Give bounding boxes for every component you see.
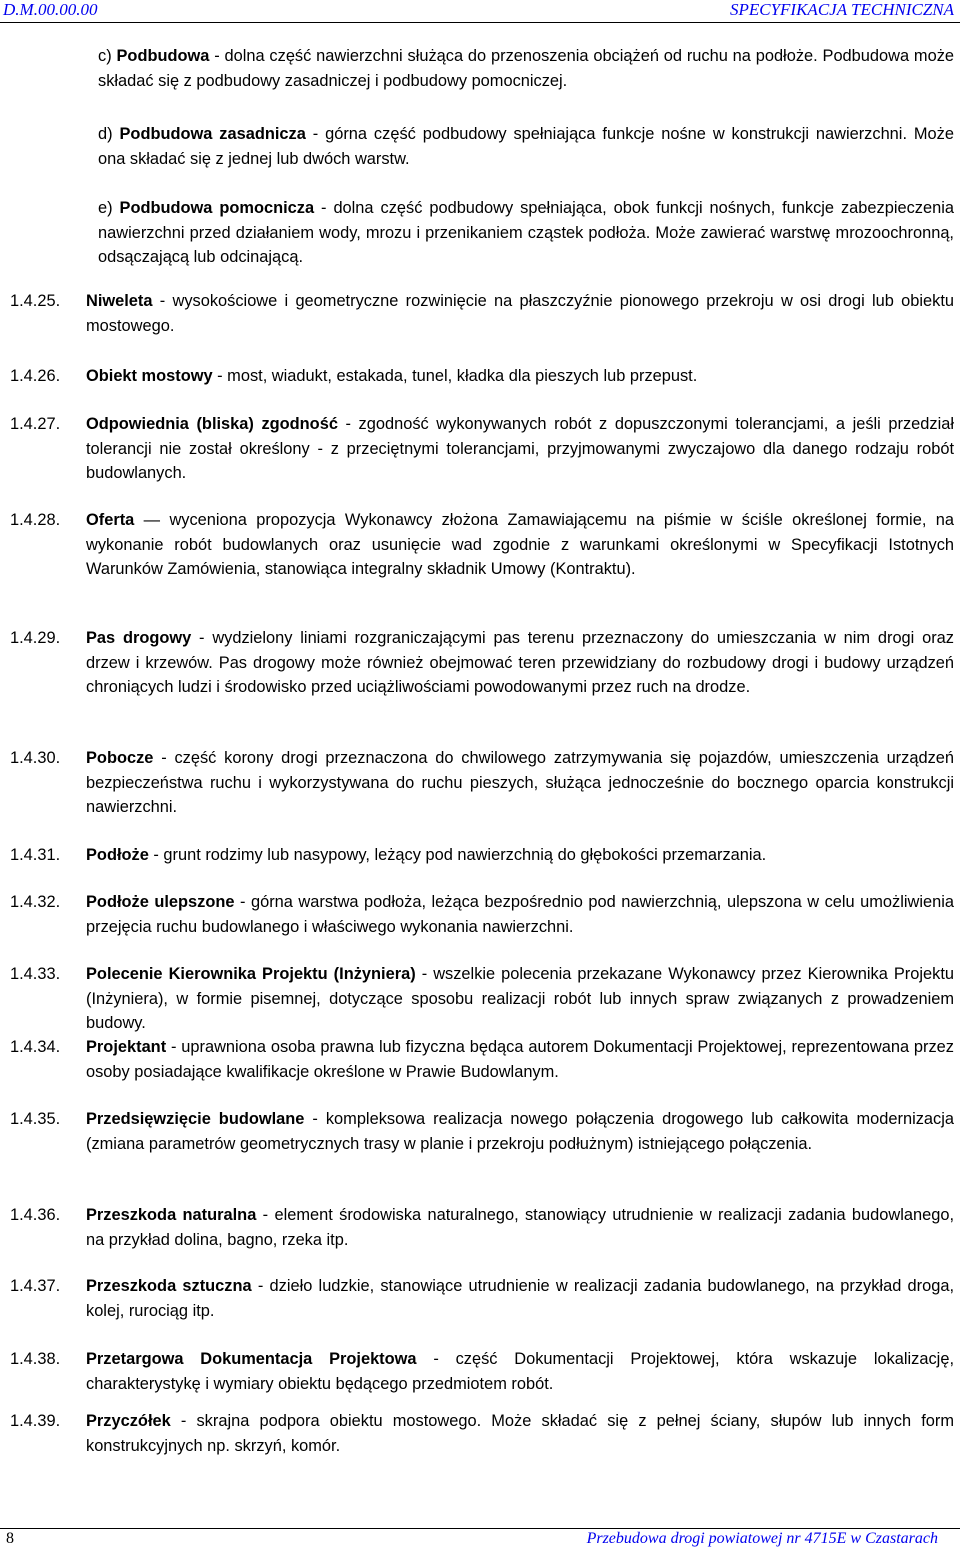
term: Pas drogowy [86,629,192,647]
header-code: D.M.00.00.00 [3,0,98,19]
term: Przyczółek [86,1412,171,1430]
term: Projektant [86,1038,167,1056]
term: Obiekt mostowy [86,367,213,385]
term: Niweleta [86,292,153,310]
definition-number: 1.4.31. [10,846,61,864]
definition-number: 1.4.39. [10,1412,61,1430]
term: Odpowiednia (bliska) zgodność [86,415,338,433]
definition-number: 1.4.38. [10,1350,61,1368]
header-title: SPECYFIKACJA TECHNICZNA [729,0,954,19]
definition-number: 1.4.26. [10,367,61,385]
term: Przedsięwzięcie budowlane [86,1110,305,1128]
letter-item-c: c) Podbudowa - dolna część nawierzchni służąca do przenoszenia obciążeń od ruchu na podłoże. Podbudowa może składać się z podbudowy zasadniczej i podbudowy pomocniczej. [98,47,955,90]
definition-number: 1.4.35. [10,1110,61,1128]
definition-number: 1.4.34. [10,1038,61,1056]
footer-project-title: Przebudowa drogi powiatowej nr 4715E w Czastarach [586,1530,938,1547]
term: Podbudowa zasadnicza [119,125,306,143]
term: Podbudowa pomocnicza [119,199,315,217]
definition-number: 1.4.27. [10,415,61,433]
letter-item-d: d) Podbudowa zasadnicza - górna część podbudowy spełniająca funkcje nośne w konstrukcji nawierzchni. Może ona składać się z jednej lub dwóch warstw. [98,125,954,168]
term: Polecenie Kierownika Projektu (Inżyniera) [86,965,416,983]
term: Podłoże ulepszone [86,893,235,911]
footer-divider [0,1528,960,1529]
definition-number: 1.4.33. [10,965,61,983]
term: Podłoże [86,846,149,864]
term: Przetargowa Dokumentacja Projektowa [86,1350,417,1368]
definition-number: 1.4.37. [10,1277,61,1295]
term: Przeszkoda sztuczna [86,1277,252,1295]
definition-number: 1.4.28. [10,511,61,529]
letter-item-e: e) Podbudowa pomocnicza - dolna część podbudowy spełniająca, obok funkcji nośnych, funkcje zabezpieczenia nawierzchni przed działaniem wody, mrozu i przenikaniem cząstek podłoża. Może zawierać warstwę mrozoochronną, odsączającą lub odcinającą. [98,199,954,266]
term: Pobocze [86,749,154,767]
definition-number: 1.4.29. [10,629,61,647]
term: Przeszkoda naturalna [86,1206,257,1224]
definition-number: 1.4.25. [10,292,61,310]
definition-number: 1.4.30. [10,749,61,767]
definition-number: 1.4.36. [10,1206,61,1224]
page-number: 8 [6,1530,14,1547]
definition-number: 1.4.32. [10,893,61,911]
term: Podbudowa [116,47,210,65]
term: Oferta [86,511,135,529]
page-header [0,0,960,23]
